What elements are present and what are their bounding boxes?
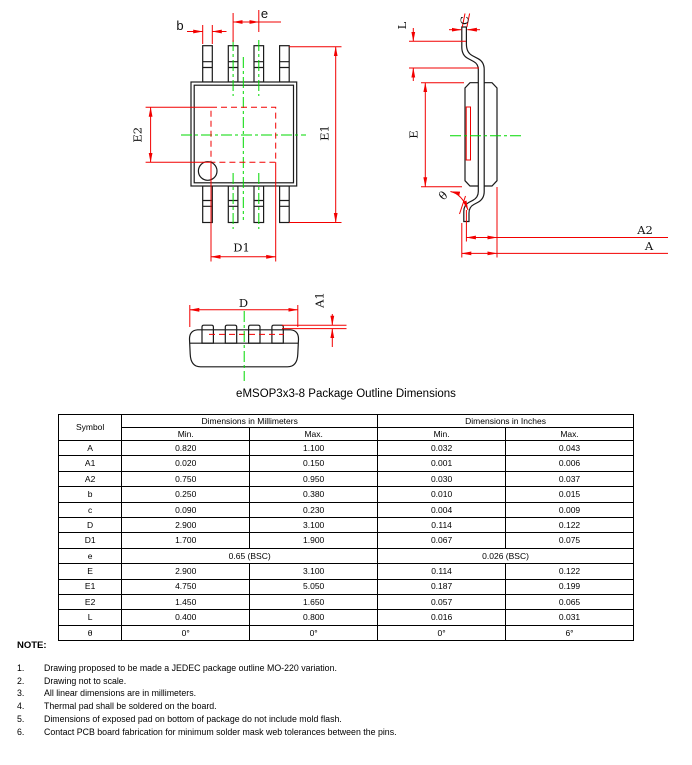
notes-section: [17, 640, 677, 738]
note-item: [17, 662, 677, 675]
col-group-mm: Dimensions in Millimeters: [122, 415, 378, 428]
front-view: [190, 292, 347, 381]
dim-e-side: [421, 83, 464, 187]
dim-label-d1: D1: [233, 240, 250, 255]
figure-title: eMSOP3x3-8 Package Outline Dimensions: [236, 388, 456, 400]
table-row: D 2.900 3.100 0.114 0.122: [59, 517, 634, 532]
dimensions-table: [58, 414, 634, 641]
note-item: [17, 687, 677, 700]
dim-label-a1: A1: [312, 292, 327, 308]
table-row-e-bsc: e 0.65 (BSC) 0.026 (BSC): [59, 548, 634, 563]
table-row: D1 1.700 1.900 0.067 0.075: [59, 533, 634, 548]
table-row: L 0.400 0.800 0.016 0.031: [59, 610, 634, 625]
note-text: Drawing proposed to be made a JEDEC package outline MO-220 variation.: [44, 663, 337, 673]
note-item: [17, 700, 677, 713]
table-row: E2 1.450 1.650 0.057 0.065: [59, 594, 634, 609]
pins-top: [203, 46, 290, 82]
table-row: b 0.250 0.380 0.010 0.015: [59, 487, 634, 502]
dim-label-b: b: [176, 18, 184, 33]
notes-title: NOTE:: [17, 640, 47, 651]
col-header-symbol: Symbol: [59, 415, 122, 441]
table-header-row: [59, 415, 634, 428]
top-view: [131, 6, 342, 262]
dim-label-a: A: [644, 239, 654, 253]
table-subheader-row: [59, 428, 634, 441]
dim-label-a2: A2: [637, 223, 653, 237]
pin1-indicator-circle: [198, 162, 217, 181]
dim-b: [187, 25, 227, 44]
note-number: 4.: [17, 701, 25, 712]
dim-label-d: D: [238, 296, 249, 310]
dim-label-e1: E1: [317, 125, 332, 141]
dim-e: [233, 10, 281, 42]
table-row: E 2.900 3.100 0.114 0.122: [59, 564, 634, 579]
col-header-in-min: Min.: [378, 428, 506, 441]
side-view: [395, 14, 668, 258]
table-row: A2 0.750 0.950 0.030 0.037: [59, 471, 634, 486]
note-item: [17, 713, 677, 726]
table-row: A 0.820 1.100 0.032 0.043: [59, 441, 634, 456]
note-text: Contact PCB board fabrication for minimum solder mask web tolerances between the pins.: [44, 726, 397, 737]
note-number: 3.: [17, 688, 25, 699]
table-row: E1 4.750 5.050 0.187 0.199: [59, 579, 634, 594]
dim-label-e-side: E: [406, 130, 421, 139]
table-row: c 0.090 0.230 0.004 0.009: [59, 502, 634, 517]
dim-label-theta: θ: [435, 188, 451, 203]
dim-label-l: L: [395, 21, 409, 30]
note-item: [17, 675, 677, 688]
notes-list: [17, 662, 677, 738]
dim-label-e2: E2: [130, 126, 145, 143]
col-header-in-max: Max.: [506, 428, 634, 441]
note-number: 2.: [17, 675, 25, 686]
dim-label-e: e: [260, 6, 269, 21]
note-text: All linear dimensions are in millimeters.: [44, 688, 197, 699]
note-number: 1.: [17, 663, 25, 673]
pins-bottom: [203, 186, 290, 223]
table-row: A1 0.020 0.150 0.001 0.006: [59, 456, 634, 471]
note-text: Thermal pad shall be soldered on the board.: [44, 701, 217, 712]
col-group-inches: Dimensions in Inches: [378, 415, 634, 428]
note-number: 6.: [17, 726, 25, 737]
note-item: [17, 726, 677, 739]
note-text: Drawing not to scale.: [44, 675, 127, 686]
col-header-mm-min: Min.: [122, 428, 250, 441]
table-row: θ 0° 0° 0° 6°: [59, 625, 634, 640]
note-text: Dimensions of exposed pad on bottom of package do not include mold flash.: [44, 713, 342, 724]
note-number: 5.: [17, 713, 25, 724]
dim-label-c: C: [457, 16, 472, 25]
col-header-mm-max: Max.: [250, 428, 378, 441]
